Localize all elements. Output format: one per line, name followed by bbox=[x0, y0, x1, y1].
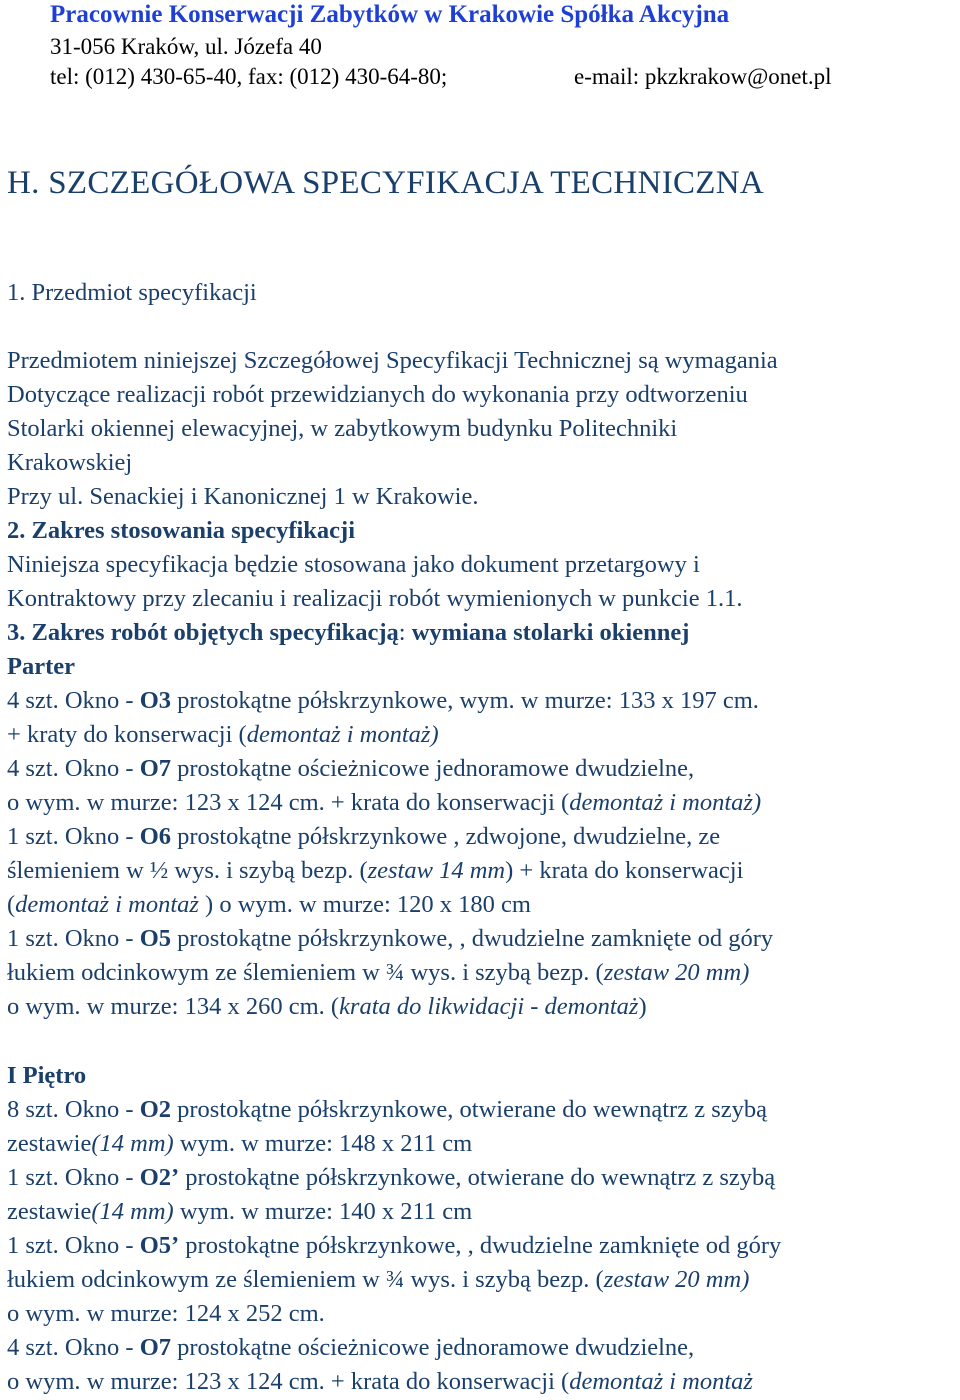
item-line bbox=[7, 686, 759, 716]
window-code: O3 bbox=[139, 687, 172, 714]
company-address: 31-056 Kraków, ul. Józefa 40 bbox=[50, 34, 322, 59]
item-line bbox=[7, 1265, 749, 1295]
item-line bbox=[7, 1367, 753, 1397]
text-run: prostokątne ościeżnicowe jednoramowe dwudzielne, bbox=[171, 755, 695, 782]
window-code: O5’ bbox=[139, 1232, 180, 1259]
item-line bbox=[7, 992, 647, 1022]
text-run: łukiem odcinkowym ze ślemieniem w ¾ wys. i szybą bezp. ( bbox=[7, 1266, 604, 1293]
section-2-heading: 2. Zakres stosowania specyfikacji bbox=[7, 517, 356, 544]
text-run: 1 szt. Okno - bbox=[7, 823, 140, 850]
section-1-heading: 1. Przedmiot specyfikacji bbox=[7, 279, 257, 306]
item-line bbox=[7, 1129, 472, 1159]
text-run: 4 szt. Okno - bbox=[7, 1334, 140, 1361]
item-line bbox=[7, 1333, 694, 1363]
window-code: O7 bbox=[139, 1334, 172, 1361]
text-run: ) bbox=[638, 993, 647, 1020]
window-code: O2’ bbox=[139, 1164, 180, 1191]
window-code: O2 bbox=[139, 1096, 172, 1123]
text-run-italic: zestaw 14 mm bbox=[367, 857, 506, 884]
item-line bbox=[7, 924, 773, 954]
item-line bbox=[7, 856, 743, 886]
item-line bbox=[7, 1231, 781, 1261]
document-title: H. SZCZEGÓŁOWA SPECYFIKACJA TECHNICZNA bbox=[7, 165, 765, 201]
text-run: zestawie bbox=[7, 1130, 92, 1157]
item-line bbox=[7, 1095, 767, 1125]
text-run-italic: (14 mm) bbox=[91, 1130, 174, 1157]
text-run-italic: krata do likwidacji - demontaż bbox=[339, 993, 639, 1020]
text-run-italic: demontaż i montaż bbox=[15, 891, 199, 918]
text-run: 4 szt. Okno - bbox=[7, 687, 140, 714]
window-code: O5 bbox=[139, 925, 172, 952]
text-run: ) o wym. w murze: 120 x 180 cm bbox=[198, 891, 531, 918]
text-run: prostokątne półskrzynkowe, otwierane do wewnątrz z szybą bbox=[171, 1096, 767, 1123]
section-1-line-1: Przedmiotem niniejszej Szczegółowej Specyfikacji Technicznej są wymagania bbox=[7, 347, 778, 374]
text-run: o wym. w murze: 123 x 124 cm. + krata do konserwacji ( bbox=[7, 1368, 570, 1395]
section-1-line-3: Stolarki okiennej elewacyjnej, w zabytkowym budynku Politechniki bbox=[7, 415, 678, 442]
text-run: zestawie bbox=[7, 1198, 92, 1225]
text-run: prostokątne półskrzynkowe, otwierane do wewnątrz z szybą bbox=[179, 1164, 776, 1191]
item-line bbox=[7, 754, 694, 784]
item-line bbox=[7, 720, 439, 750]
text-run: łukiem odcinkowym ze ślemieniem w ¾ wys. i szybą bezp. ( bbox=[7, 959, 604, 986]
text-run: wym. w murze: 148 x 211 cm bbox=[173, 1130, 473, 1157]
section-3-heading-sub: wymiana stolarki okiennej bbox=[405, 619, 690, 646]
pietro-heading: I Piętro bbox=[7, 1062, 87, 1089]
text-run-italic: zestaw 20 mm) bbox=[603, 1266, 750, 1293]
section-2-line-1: Niniejsza specyfikacja będzie stosowana jako dokument przetargowy i bbox=[7, 551, 700, 578]
section-1-line-2: Dotyczące realizacji robót przewidzianych do wykonania przy odtworzeniu bbox=[7, 381, 748, 408]
text-run: wym. w murze: 140 x 211 cm bbox=[173, 1198, 473, 1225]
item-line bbox=[7, 890, 531, 920]
text-run-italic: demontaż i montaż) bbox=[569, 789, 762, 816]
item-line bbox=[7, 1163, 775, 1193]
window-code: O6 bbox=[139, 823, 172, 850]
text-run: prostokątne półskrzynkowe, , dwudzielne zamknięte od góry bbox=[179, 1232, 782, 1259]
text-run: 4 szt. Okno - bbox=[7, 755, 140, 782]
text-run: prostokątne półskrzynkowe, , dwudzielne zamknięte od góry bbox=[171, 925, 774, 952]
text-run: ślemieniem w ½ wys. i szybą bezp. ( bbox=[7, 857, 368, 884]
company-name: Pracownie Konserwacji Zabytków w Krakowie Spółka Akcyjna bbox=[50, 1, 730, 28]
window-code: O7 bbox=[139, 755, 172, 782]
item-line: o wym. w murze: 124 x 252 cm. bbox=[7, 1300, 325, 1327]
section-2-line-2: Kontraktowy przy zlecaniu i realizacji robót wymienionych w punkcie 1.1. bbox=[7, 585, 743, 612]
company-contact bbox=[50, 62, 832, 92]
text-run: 8 szt. Okno - bbox=[7, 1096, 140, 1123]
text-run-italic: demontaż i montaż bbox=[569, 1368, 753, 1395]
item-line bbox=[7, 788, 761, 818]
text-run: ) + krata do konserwacji bbox=[505, 857, 744, 884]
section-1-line-4: Krakowskiej bbox=[7, 449, 133, 476]
text-run: prostokątne ościeżnicowe jednoramowe dwudzielne, bbox=[171, 1334, 695, 1361]
phone-fax: tel: (012) 430-65-40, fax: (012) 430-64-80; bbox=[50, 64, 448, 89]
text-run: 1 szt. Okno - bbox=[7, 1164, 140, 1191]
text-run-italic: demontaż i montaż) bbox=[246, 721, 439, 748]
item-line bbox=[7, 958, 749, 988]
item-line bbox=[7, 1197, 472, 1227]
parter-heading: Parter bbox=[7, 653, 75, 680]
item-line bbox=[7, 822, 720, 852]
section-3-heading-colon: : bbox=[398, 619, 406, 646]
text-run-italic: zestaw 20 mm) bbox=[603, 959, 750, 986]
section-1-line-5: Przy ul. Senackiej i Kanonicznej 1 w Krakowie. bbox=[7, 483, 479, 510]
email-address: e-mail: pkzkrakow@onet.pl bbox=[574, 64, 832, 89]
text-run: ( bbox=[7, 891, 16, 918]
section-3-heading bbox=[7, 618, 689, 648]
text-run: 1 szt. Okno - bbox=[7, 925, 140, 952]
section-3-heading-main: 3. Zakres robót objętych specyfikacją bbox=[7, 619, 399, 646]
text-run: + kraty do konserwacji ( bbox=[7, 721, 247, 748]
text-run: prostokątne półskrzynkowe, wym. w murze: 133 x 197 cm. bbox=[171, 687, 759, 714]
text-run: o wym. w murze: 134 x 260 cm. ( bbox=[7, 993, 340, 1020]
text-run-italic: (14 mm) bbox=[91, 1198, 174, 1225]
text-run: 1 szt. Okno - bbox=[7, 1232, 140, 1259]
text-run: o wym. w murze: 123 x 124 cm. + krata do konserwacji ( bbox=[7, 789, 570, 816]
text-run: prostokątne półskrzynkowe , zdwojone, dwudzielne, ze bbox=[171, 823, 721, 850]
